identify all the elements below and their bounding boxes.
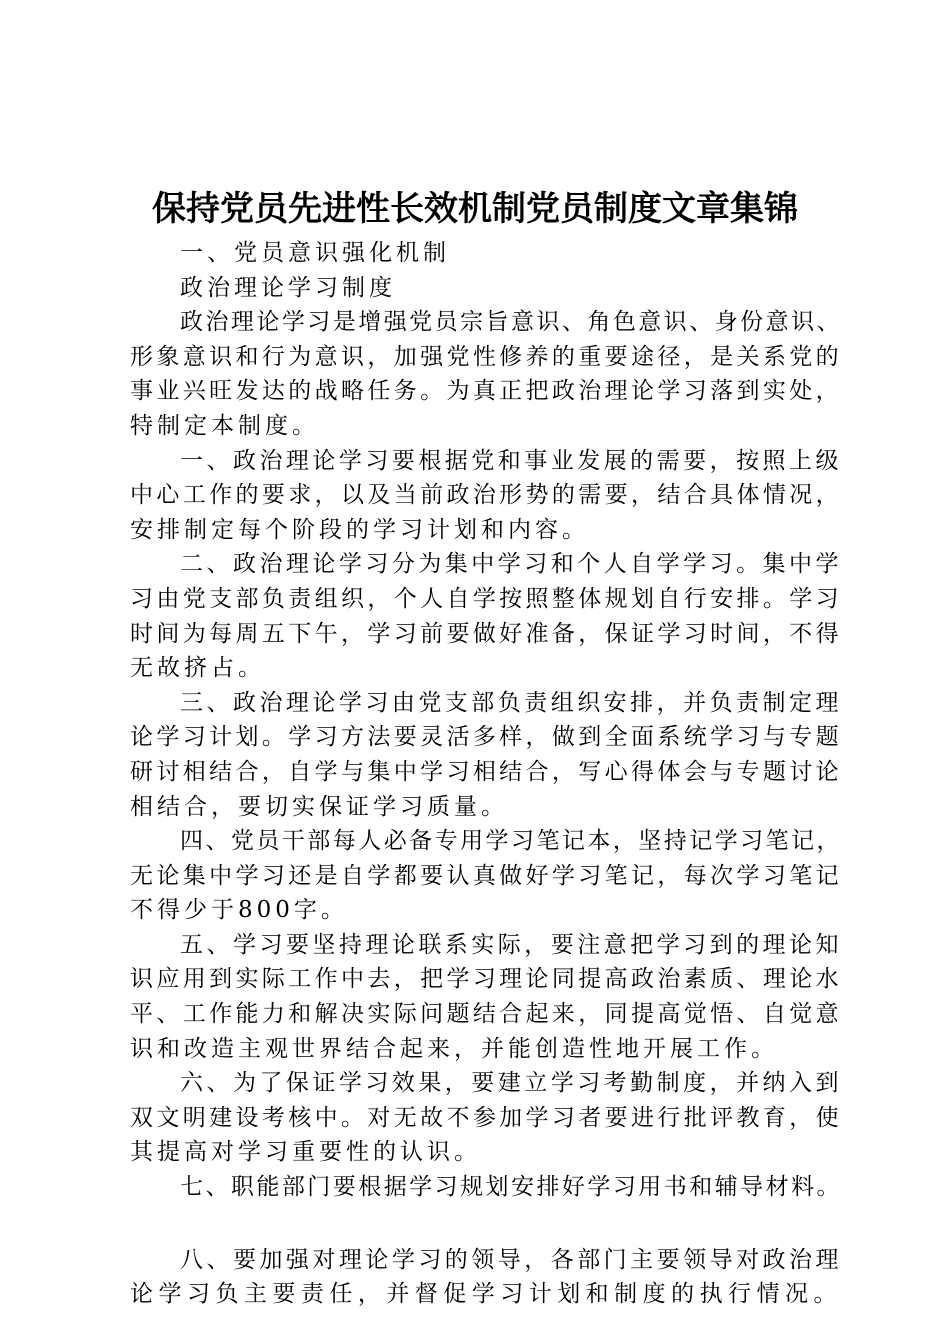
text-line: 二、政治理论学习分为集中学习和个人自学学习。集中学 xyxy=(180,551,842,578)
page-title: 保持党员先进性长效机制党员制度文章集锦 xyxy=(152,189,798,229)
document-body xyxy=(130,236,842,1312)
text-line: 其提高对学习重要性的认识。 xyxy=(130,1139,481,1166)
text-line: 八、要加强对理论学习的领导，各部门主要领导对政治理 xyxy=(180,1246,842,1273)
text-line: 论学习负主要责任，并督促学习计划和制度的执行情况。 xyxy=(130,1281,842,1308)
text-line: 三、政治理论学习由党支部负责组织安排，并负责制定理 xyxy=(180,689,842,716)
text-line: 六、为了保证学习效果，要建立学习考勤制度，并纳入到 xyxy=(180,1070,842,1097)
text-line: 研讨相结合，自学与集中学习相结合，写心得体会与专题讨论 xyxy=(130,758,842,785)
text-line: 无故挤占。 xyxy=(130,655,265,682)
text-line: 中心工作的要求，以及当前政治形势的需要，结合具体情况， xyxy=(130,482,842,509)
text-line: 论学习计划。学习方法要灵活多样，做到全面系统学习与专题 xyxy=(130,724,842,751)
blank-line xyxy=(130,1205,842,1243)
text-line: 一、政治理论学习要根据党和事业发展的需要，按照上级 xyxy=(180,447,842,474)
text-line: 安排制定每个阶段的学习计划和内容。 xyxy=(130,516,589,543)
text-line: 识和改造主观世界结合起来，并能创造性地开展工作。 xyxy=(130,1035,778,1062)
text-line: 特制定本制度。 xyxy=(130,412,319,439)
text-line: 一、党员意识强化机制 xyxy=(180,240,450,266)
text-line: 七、职能部门要根据学习规划安排好学习用书和辅导材料。 xyxy=(180,1174,842,1201)
text-line: 形象意识和行为意识，加强党性修养的重要途径，是关系党的 xyxy=(130,343,842,370)
text-line: 事业兴旺发达的战略任务。为真正把政治理论学习落到实处， xyxy=(130,378,842,405)
text-line: 平、工作能力和解决实际问题结合起来，同提高觉悟、自觉意 xyxy=(130,1001,842,1028)
text-line: 无论集中学习还是自学都要认真做好学习笔记，每次学习笔记 xyxy=(130,862,842,889)
text-line: 识应用到实际工作中去，把学习理论同提高政治素质、理论水 xyxy=(130,966,842,993)
text-line: 政治理论学习是增强党员宗旨意识、角色意识、身份意识、 xyxy=(180,309,842,336)
text-line: 五、学习要坚持理论联系实际，要注意把学习到的理论知 xyxy=(180,931,842,958)
text-line: 不得少于800字。 xyxy=(130,897,348,924)
text-line: 相结合，要切实保证学习质量。 xyxy=(130,793,508,820)
text-line: 四、党员干部每人必备专用学习笔记本，坚持记学习笔记， xyxy=(180,828,842,855)
text-line: 双文明建设考核中。对无故不参加学习者要进行批评教育，使 xyxy=(130,1104,842,1131)
text-line: 习由党支部负责组织，个人自学按照整体规划自行安排。学习 xyxy=(130,585,842,612)
text-line: 政治理论学习制度 xyxy=(180,274,396,301)
text-line: 时间为每周五下午，学习前要做好准备，保证学习时间，不得 xyxy=(130,620,842,647)
